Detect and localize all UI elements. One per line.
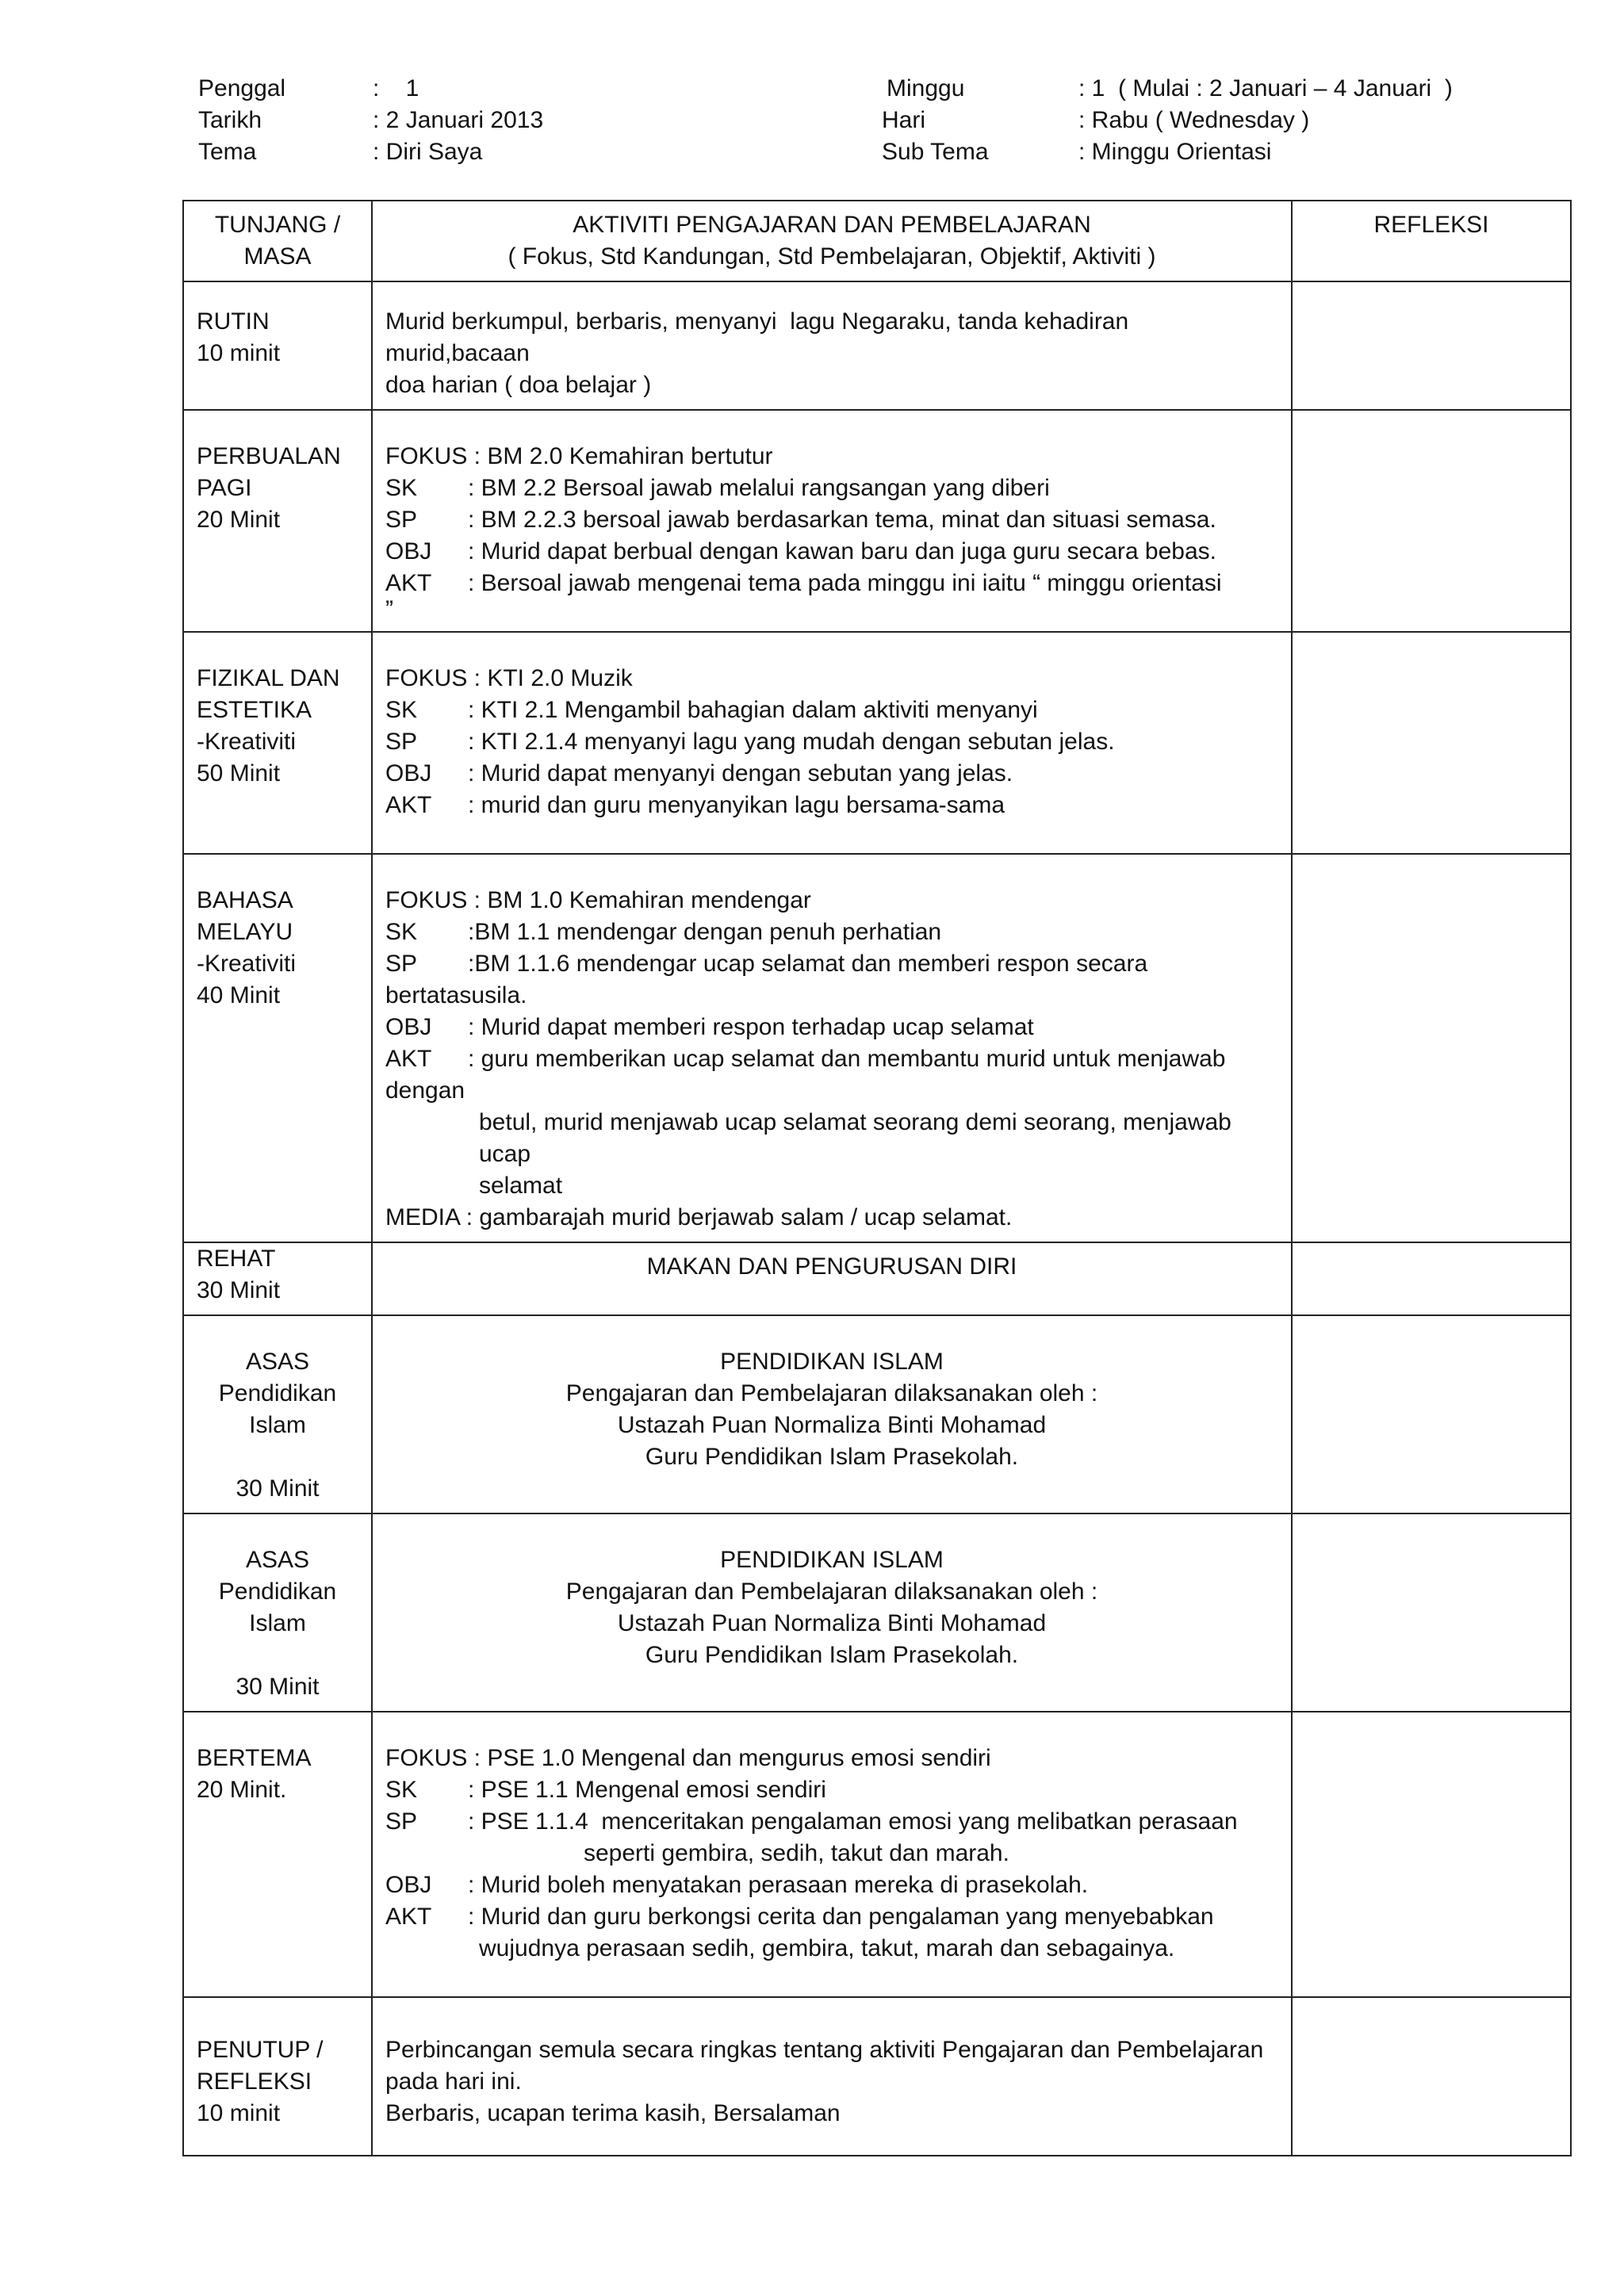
- bahasa-activity: FOKUS : BM 1.0 Kemahiran mendengar SK :BM 1.1 mendengar dengan penuh perhatian SP :BM 1.1.6 mendengar ucap selamat dan memberi respon secara bertatasusila. OBJ : Murid dapat memberi respon terhadap ucap selamat AKT : guru memberikan ucap selamat dan membantu murid untuk menjawab dengan betul, murid menjawab ucap selamat seorang demi seorang, menjawab ucap selamat MEDIA : gambarajah murid berjawab salam / ucap selamat.: [372, 854, 1292, 1242]
- perbualan-activity: FOKUS : BM 2.0 Kemahiran bertutur SK : BM 2.2 Bersoal jawab melalui rangsangan yang diberi SP : BM 2.2.3 bersoal jawab berdasarkan tema, minat dan situasi semasa. OBJ : Murid dapat berbual dengan kawan baru dan juga guru secara bebas. AKT : Bersoal jawab mengenai tema pada minggu ini iaitu “ minggu orientasi ”: [372, 410, 1292, 632]
- penggal-value: : 1: [373, 75, 419, 101]
- penggal-label: Penggal: [198, 75, 286, 101]
- table-row-perbualan: [183, 410, 1571, 632]
- obj-line: : Murid dapat memberi respon terhadap ucap selamat: [468, 1014, 1034, 1040]
- tema-value: : Diri Saya: [373, 139, 483, 165]
- fokus-line: FOKUS : BM 2.0 Kemahiran bertutur: [385, 443, 773, 469]
- fizikal-activity: FOKUS : KTI 2.0 Muzik SK : KTI 2.1 Mengambil bahagian dalam aktiviti menyanyi SP : KTI 2.1.4 menyanyi lagu yang mudah dengan sebutan jelas. OBJ : Murid dapat menyanyi dengan sebutan yang jelas. AKT : murid dan guru menyanyikan lagu bersama-sama: [372, 632, 1292, 854]
- table-row-bahasa: [183, 854, 1571, 1242]
- sk-line: : BM 2.2 Bersoal jawab melalui rangsangan yang diberi: [468, 475, 1050, 501]
- asas1-refleksi: [1292, 1315, 1571, 1513]
- akt-line: : guru memberikan ucap selamat dan membantu murid untuk menjawab dengan: [385, 1046, 1232, 1104]
- rutin-label: RUTIN 10 minit: [183, 281, 372, 410]
- rehat-label: REHAT 30 Minit: [183, 1242, 372, 1315]
- fizikal-label: FIZIKAL DAN ESTETIKA -Kreativiti 50 Minit: [183, 632, 372, 854]
- asas1-label: ASAS Pendidikan Islam 30 Minit: [183, 1315, 372, 1513]
- penutup-label: PENUTUP / REFLEKSI 10 minit: [183, 1997, 372, 2156]
- tarikh-value: : 2 Januari 2013: [373, 107, 544, 133]
- sk-line: : PSE 1.1 Mengenal emosi sendiri: [468, 1777, 826, 1803]
- perbualan-label: PERBUALAN PAGI 20 Minit: [183, 410, 372, 632]
- asas2-refleksi: [1292, 1513, 1571, 1712]
- akt-line: : Murid dan guru berkongsi cerita dan pengalaman yang menyebabkan: [468, 1904, 1214, 1930]
- sp-line: : BM 2.2.3 bersoal jawab berdasarkan tema, minat dan situasi semasa.: [468, 507, 1216, 533]
- header-aktiviti: AKTIVITI PENGAJARAN DAN PEMBELAJARAN ( Fokus, Std Kandungan, Std Pembelajaran, Objektif, Aktiviti ): [372, 201, 1292, 281]
- bertema-label: BERTEMA 20 Minit.: [183, 1712, 372, 1997]
- table-row-penutup: [183, 1997, 1571, 2156]
- header-tunjang-masa: TUNJANG / MASA: [183, 201, 372, 281]
- rehat-refleksi: [1292, 1242, 1571, 1315]
- media-line: MEDIA : gambarajah murid berjawab salam / ucap selamat.: [385, 1204, 1013, 1230]
- subtema-value: : Minggu Orientasi: [1078, 139, 1272, 165]
- hari-value: : Rabu ( Wednesday ): [1078, 107, 1310, 133]
- table-header-row: [183, 201, 1571, 281]
- table-row-fizikal: [183, 632, 1571, 854]
- obj-line: : Murid dapat berbual dengan kawan baru dan juga guru secara bebas.: [468, 538, 1216, 564]
- table-row-asas-2: [183, 1513, 1571, 1712]
- table-row-rehat: [183, 1242, 1571, 1315]
- fokus-line: FOKUS : PSE 1.0 Mengenal dan mengurus emosi sendiri: [385, 1745, 991, 1771]
- tarikh-label: Tarikh: [198, 107, 262, 133]
- obj-line: : Murid dapat menyanyi dengan sebutan yang jelas.: [468, 760, 1013, 786]
- rehat-activity: MAKAN DAN PENGURUSAN DIRI: [372, 1242, 1292, 1315]
- fizikal-refleksi: [1292, 632, 1571, 854]
- table-row-bertema: [183, 1712, 1571, 1997]
- rutin-refleksi: [1292, 281, 1571, 410]
- penutup-refleksi: [1292, 1997, 1571, 2156]
- obj-line: : Murid boleh menyatakan perasaan mereka di prasekolah.: [468, 1872, 1089, 1898]
- table-row-asas-1: [183, 1315, 1571, 1513]
- bertema-refleksi: [1292, 1712, 1571, 1997]
- hari-label: Hari: [882, 107, 926, 133]
- tema-label: Tema: [198, 139, 257, 165]
- sk-line: :BM 1.1 mendengar dengan penuh perhatian: [468, 919, 942, 945]
- fokus-line: FOKUS : BM 1.0 Kemahiran mendengar: [385, 887, 811, 913]
- sk-line: : KTI 2.1 Mengambil bahagian dalam aktiviti menyanyi: [468, 697, 1038, 723]
- asas1-activity: PENDIDIKAN ISLAM Pengajaran dan Pembelajaran dilaksanakan oleh : Ustazah Puan Normaliza Binti Mohamad Guru Pendidikan Islam Prasekolah.: [372, 1315, 1292, 1513]
- asas2-activity: PENDIDIKAN ISLAM Pengajaran dan Pembelajaran dilaksanakan oleh : Ustazah Puan Normaliza Binti Mohamad Guru Pendidikan Islam Prasekolah.: [372, 1513, 1292, 1712]
- fokus-line: FOKUS : KTI 2.0 Muzik: [385, 665, 633, 691]
- sp-line: : KTI 2.1.4 menyanyi lagu yang mudah dengan sebutan jelas.: [468, 729, 1115, 755]
- sp-line: :BM 1.1.6 mendengar ucap selamat dan memberi respon secara bertatasusila.: [385, 951, 1155, 1008]
- akt-line: : Bersoal jawab mengenai tema pada minggu ini iaitu “ minggu orientasi: [468, 570, 1222, 596]
- penutup-activity: Perbincangan semula secara ringkas tentang aktiviti Pengajaran dan Pembelajaran pada hari ini. Berbaris, ucapan terima kasih, Bersalaman: [372, 1997, 1292, 2156]
- rutin-activity: Murid berkumpul, berbaris, menyanyi lagu Negaraku, tanda kehadiran murid,bacaan doa harian ( doa belajar ): [372, 281, 1292, 410]
- minggu-label: Minggu: [887, 75, 965, 101]
- bertema-activity: FOKUS : PSE 1.0 Mengenal dan mengurus emosi sendiri SK : PSE 1.1 Mengenal emosi sendiri SP : PSE 1.1.4 menceritakan pengalaman emosi yang melibatkan perasaan seperti gembira, sedih, takut dan marah. OBJ : Murid boleh menyatakan perasaan mereka di prasekolah. AKT : Murid dan guru berkongsi cerita dan pengalaman yang menyebabkan wujudnya perasaan sedih, gembira, takut, marah dan sebagainya.: [372, 1712, 1292, 1997]
- sp-line: : PSE 1.1.4 menceritakan pengalaman emosi yang melibatkan perasaan: [468, 1808, 1238, 1835]
- subtema-label: Sub Tema: [882, 139, 989, 165]
- asas2-label: ASAS Pendidikan Islam 30 Minit: [183, 1513, 372, 1712]
- lesson-plan-table: [182, 200, 1572, 2156]
- table-row-rutin: [183, 281, 1571, 410]
- header-refleksi: REFLEKSI: [1292, 201, 1571, 281]
- perbualan-refleksi: [1292, 410, 1571, 632]
- akt-line: : murid dan guru menyanyikan lagu bersama-sama: [468, 792, 1005, 818]
- bahasa-refleksi: [1292, 854, 1571, 1242]
- bahasa-label: BAHASA MELAYU -Kreativiti 40 Minit: [183, 854, 372, 1242]
- minggu-value: : 1 ( Mulai : 2 Januari – 4 Januari ): [1078, 75, 1453, 101]
